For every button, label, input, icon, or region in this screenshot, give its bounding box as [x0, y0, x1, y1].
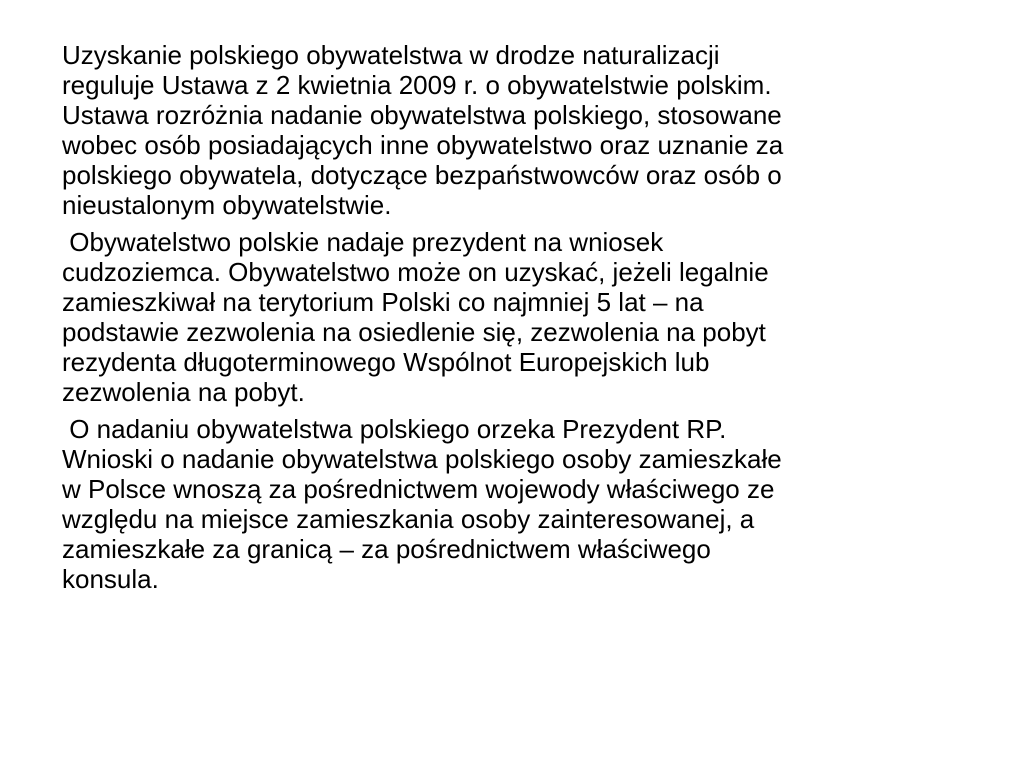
text-line: wobec osób posiadających inne obywatelstwo oraz uznanie za	[62, 130, 784, 160]
paragraph-president-grants	[62, 227, 968, 407]
paragraph-applications	[62, 414, 968, 594]
text-line: zamieszkiwał na terytorium Polski co najmniej 5 lat – na	[62, 287, 704, 317]
text-line: nieustalonym obywatelstwie.	[62, 190, 392, 220]
text-line: Obywatelstwo polskie nadaje prezydent na wniosek	[62, 227, 664, 257]
text-line: cudzoziemca. Obywatelstwo może on uzyskać, jeżeli legalnie	[62, 257, 769, 287]
text-line: polskiego obywatela, dotyczące bezpaństwowców oraz osób o	[62, 160, 782, 190]
text-line: podstawie zezwolenia na osiedlenie się, zezwolenia na pobyt	[62, 317, 766, 347]
text-line: w Polsce wnoszą za pośrednictwem wojewody właściwego ze	[62, 474, 775, 504]
text-line: rezydenta długoterminowego Wspólnot Europejskich lub	[62, 347, 710, 377]
paragraph-naturalization-law	[62, 40, 968, 220]
slide-text-body	[62, 40, 968, 601]
text-line: Wnioski o nadanie obywatelstwa polskiego osoby zamieszkałe	[62, 444, 782, 474]
text-line: konsula.	[62, 564, 159, 594]
text-line: Ustawa rozróżnia nadanie obywatelstwa polskiego, stosowane	[62, 100, 782, 130]
text-line: Uzyskanie polskiego obywatelstwa w drodze naturalizacji	[62, 40, 720, 70]
text-line: zezwolenia na pobyt.	[62, 377, 305, 407]
text-line: O nadaniu obywatelstwa polskiego orzeka Prezydent RP.	[62, 414, 727, 444]
text-line: zamieszkałe za granicą – za pośrednictwem właściwego	[62, 534, 711, 564]
text-line: reguluje Ustawa z 2 kwietnia 2009 r. o obywatelstwie polskim.	[62, 70, 772, 100]
text-line: względu na miejsce zamieszkania osoby zainteresowanej, a	[62, 504, 755, 534]
